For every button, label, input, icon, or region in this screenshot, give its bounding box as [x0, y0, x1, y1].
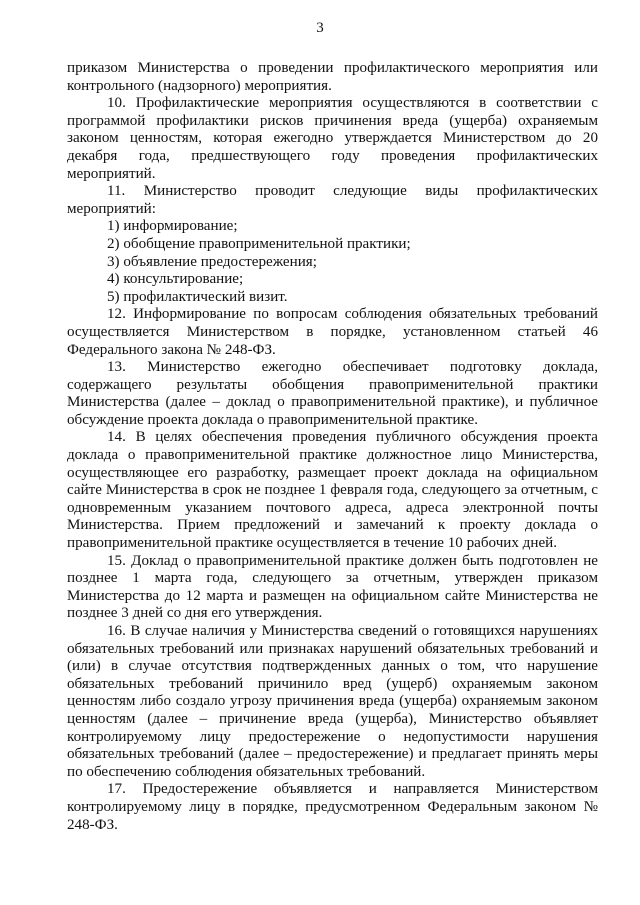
page-number: 3 [316, 20, 324, 36]
paragraph-15: 15. Доклад о правоприменительной практике должен быть подготовлен не позднее 1 марта года, следующего за отчетным, утвержден приказом Министерства до 12 марта и размещен на официальном сайте Министерства не позднее 3 дней со дня его утверждения. [67, 552, 598, 622]
list-item: 4) консультирование; [107, 271, 244, 288]
list-item: 5) профилактический визит. [107, 288, 288, 305]
list-item: 1) информирование; [107, 218, 238, 235]
paragraph-11: 11. Министерство проводит следующие виды профилактических мероприятий: [67, 183, 598, 217]
paragraph-16: 16. В случае наличия у Министерства сведений о готовящихся нарушениях обязательных требований или признаках нарушений обязательных требований и (или) в случае отсутствия подтвержденных данных о том, что нарушение обязательных требований причинило вред (ущерб) охраняемым законом ценностям либо создало угрозу причинения вреда (ущерба) охраняемым законом ценностям (далее – причинение вреда (ущерба), Министерство объявляет контролируемому лицу предостережение о недопустимости нарушения обязательных требований (далее – предостережение) и предлагает принять меры по обеспечению соблюдения обязательных требований. [67, 623, 598, 780]
document-body [67, 60, 598, 834]
paragraph-14: 14. В целях обеспечения проведения публичного обсуждения проекта доклада о правоприменительной практике должностное лицо Министерства, осуществляющее его разработку, размещает проект доклада на официальном сайте Министерства в срок не позднее 1 февраля года, следующего за отчетным, с одновременным указанием почтового адреса, адреса электронной почты Министерства. Прием предложений и замечаний к проекту доклада о правоприменительной практике осуществляется в течение 10 рабочих дней. [67, 429, 598, 552]
paragraph-17: 17. Предостережение объявляется и направляется Министерством контролируемому лицу в порядке, предусмотренном Федеральным законом № 248-ФЗ. [67, 781, 598, 833]
paragraph-13: 13. Министерство ежегодно обеспечивает подготовку доклада, содержащего результаты обобщения правоприменительной практики Министерства (далее – доклад о правоприменительной практике), и публичное обсуждение проекта доклада о правоприменительной практике. [67, 359, 598, 428]
list-item: 2) обобщение правоприменительной практики; [107, 235, 411, 252]
paragraph-continuation: приказом Министерства о проведении профилактического мероприятия или контрольного (надзорного) мероприятия. [67, 60, 598, 94]
paragraph-10: 10. Профилактические мероприятия осуществляются в соответствии с программой профилактики рисков причинения вреда (ущерба) охраняемым законом ценностям, которая ежегодно утверждается Министерством до 20 декабря года, предшествующего году проведения профилактических мероприятий. [67, 95, 598, 182]
list-item: 3) объявление предостережения; [107, 253, 317, 270]
paragraph-12: 12. Информирование по вопросам соблюдения обязательных требований осуществляется Министерством в порядке, установленном статьей 46 Федерального закона № 248-ФЗ. [67, 306, 598, 358]
